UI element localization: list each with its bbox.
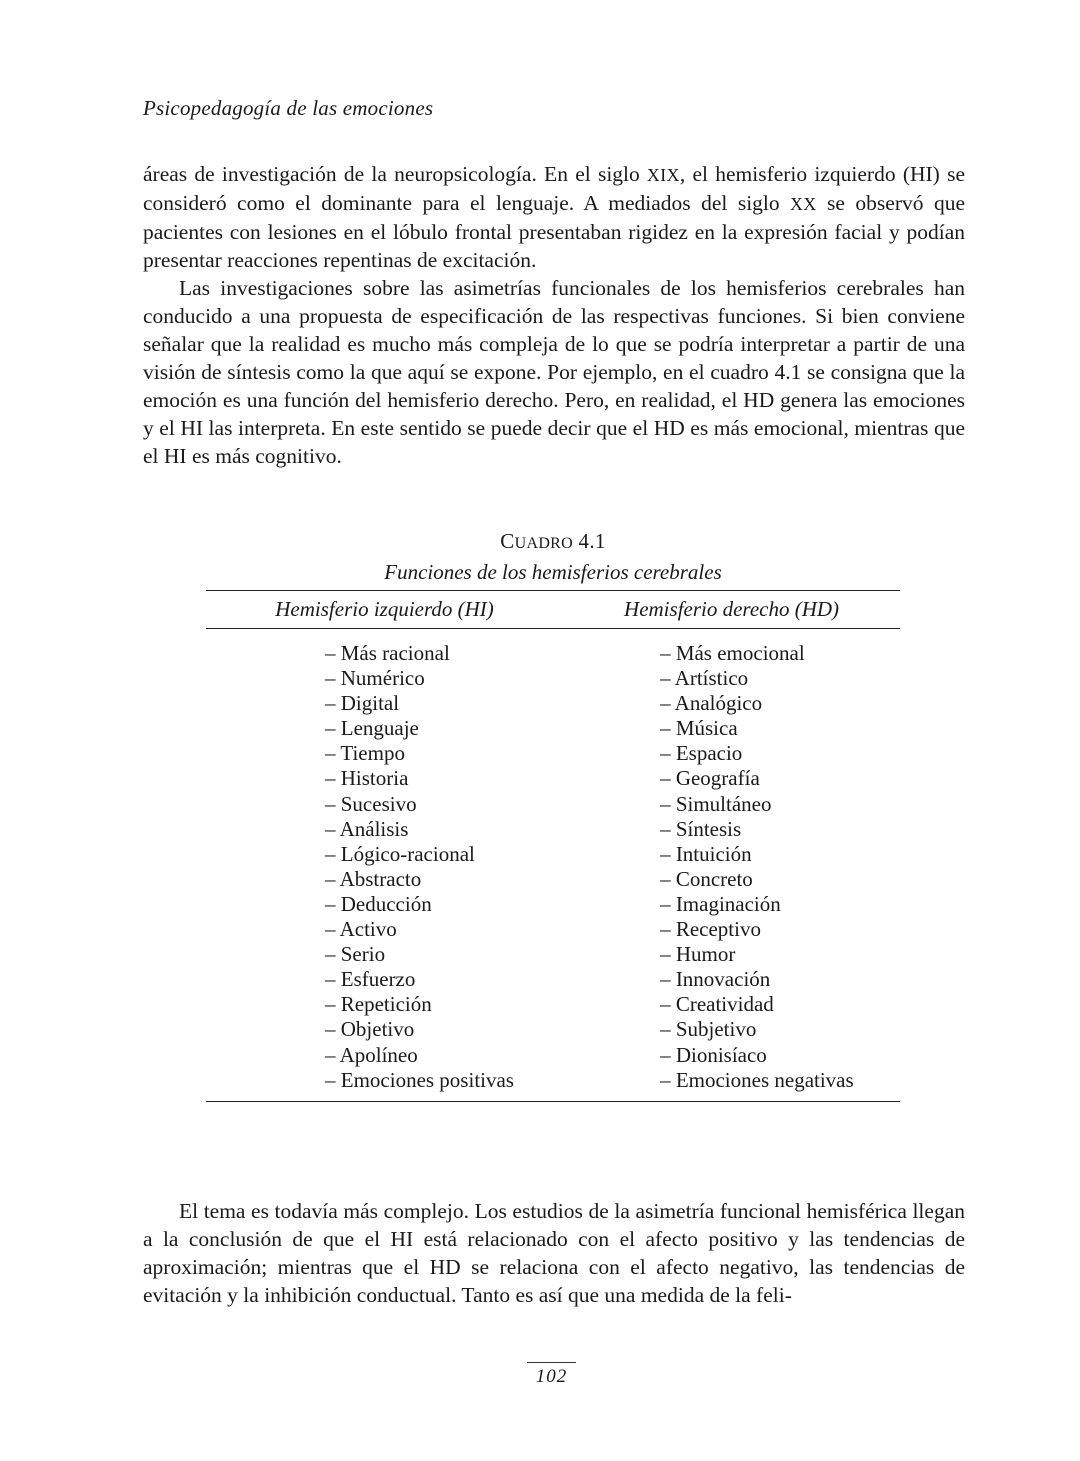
left-function-item: – Emociones positivas — [325, 1067, 514, 1092]
left-function-item: – Repetición — [325, 992, 432, 1017]
table-caption — [206, 527, 900, 586]
running-head-title: Psicopedagogía de las emociones — [143, 96, 434, 120]
page-number: 102 — [535, 1366, 568, 1387]
hemispheres-table — [206, 590, 900, 1102]
right-function-list — [563, 641, 900, 1093]
roman-numeral-xix: XIX — [647, 165, 680, 185]
table-label-initial: C — [500, 529, 515, 553]
left-function-item: – Más racional — [325, 641, 450, 665]
column-header-right: Hemisferio derecho (HD) — [563, 591, 900, 629]
right-function-item: – Concreto — [660, 866, 753, 891]
left-function-item: – Lenguaje — [325, 716, 419, 741]
right-function-item: – Emociones negativas — [660, 1067, 854, 1092]
left-function-item: – Digital — [325, 691, 400, 716]
left-function-item: – Numérico — [325, 666, 425, 691]
left-function-item: – Análisis — [325, 816, 409, 841]
body-text-bottom — [143, 1197, 965, 1309]
paragraph-2: Las investigaciones sobre las asimetrías funcionales de los hemisferios cerebrales han conducido a una propuesta de especificación de las respectivas funciones. Si bien conviene señalar que la realidad es mucho más compleja de lo que se podría interpretar a partir de una visión de síntesis como la que aquí se expone. Por ejemplo, en el cuadro 4.1 se consigna que la emoción es una función del hemisferio derecho. Pero, en realidad, el HD genera las emociones y el HI las interpreta. En este sentido se puede decir que el HD es más emocional, mientras que el HI es más cognitivo. — [143, 276, 965, 468]
paragraph-1-part-c: se observó que pacientes con lesiones en el lóbulo frontal presentaban rigidez en la expresión facial y podían presentar reacciones repentinas de excitación. — [143, 191, 965, 272]
left-function-item: – Sucesivo — [325, 791, 417, 816]
table-label-number: 4.1 — [573, 529, 606, 553]
left-function-item: – Abstracto — [325, 866, 422, 891]
paragraph-1-part-a: áreas de investigación de la neuropsicología. En el siglo — [143, 162, 648, 186]
left-function-item: – Esfuerzo — [325, 967, 416, 992]
right-function-item: – Simultáneo — [660, 791, 772, 816]
right-function-item: – Subjetivo — [660, 1017, 757, 1042]
right-function-item: – Innovación — [660, 967, 771, 992]
right-function-item: – Espacio — [660, 741, 743, 766]
body-text-top — [143, 160, 965, 470]
right-function-item: – Música — [660, 716, 738, 741]
right-function-item: – Analógico — [660, 691, 763, 716]
right-function-item: – Creatividad — [660, 992, 774, 1017]
left-function-item: – Objetivo — [325, 1017, 415, 1042]
right-function-item: – Imaginación — [660, 891, 781, 916]
right-function-item: – Intuición — [660, 841, 752, 866]
left-function-item: – Historia — [325, 766, 409, 791]
left-function-item: – Deducción — [325, 891, 432, 916]
left-column-cell — [206, 629, 563, 1102]
paragraph-3: El tema es todavía más complejo. Los estudios de la asimetría funcional hemisférica llegan a la conclusión de que el HI está relacionado con el afecto positivo y las tendencias de aproximación; mientras que el HD se relaciona con el afecto negativo, las tendencias de evitación y la inhibición conductual. Tanto es así que una medida de la feli- — [143, 1199, 965, 1307]
paragraph-1-part-b: , el hemisferio izquierdo (HI) se consideró como el dominante para el lenguaje. A mediados del siglo — [143, 162, 965, 215]
table-label — [206, 527, 900, 558]
left-function-item: – Lógico-racional — [325, 841, 475, 866]
table-label-rest: UADRO — [514, 535, 573, 552]
page-number-rule — [527, 1362, 576, 1363]
table-title: Funciones de los hemisferios cerebrales — [384, 560, 722, 584]
right-function-item: – Receptivo — [660, 917, 761, 942]
right-function-item: – Artístico — [660, 666, 749, 691]
right-function-item: – Más emocional — [660, 641, 805, 665]
left-function-item: – Apolíneo — [325, 1042, 418, 1067]
right-function-item: – Geografía — [660, 766, 760, 791]
left-function-item: – Activo — [325, 917, 397, 942]
right-function-item: – Síntesis — [660, 816, 742, 841]
column-header-left: Hemisferio izquierdo (HI) — [206, 591, 563, 629]
right-function-item: – Humor — [660, 942, 736, 967]
paragraph-1 — [143, 160, 965, 274]
right-function-item: – Dionisíaco — [660, 1042, 767, 1067]
left-function-list — [206, 641, 563, 1093]
roman-numeral-xx: XX — [790, 194, 817, 214]
left-function-item: – Tiempo — [325, 741, 405, 766]
left-function-item: – Serio — [325, 942, 386, 967]
right-column-cell — [563, 629, 900, 1102]
